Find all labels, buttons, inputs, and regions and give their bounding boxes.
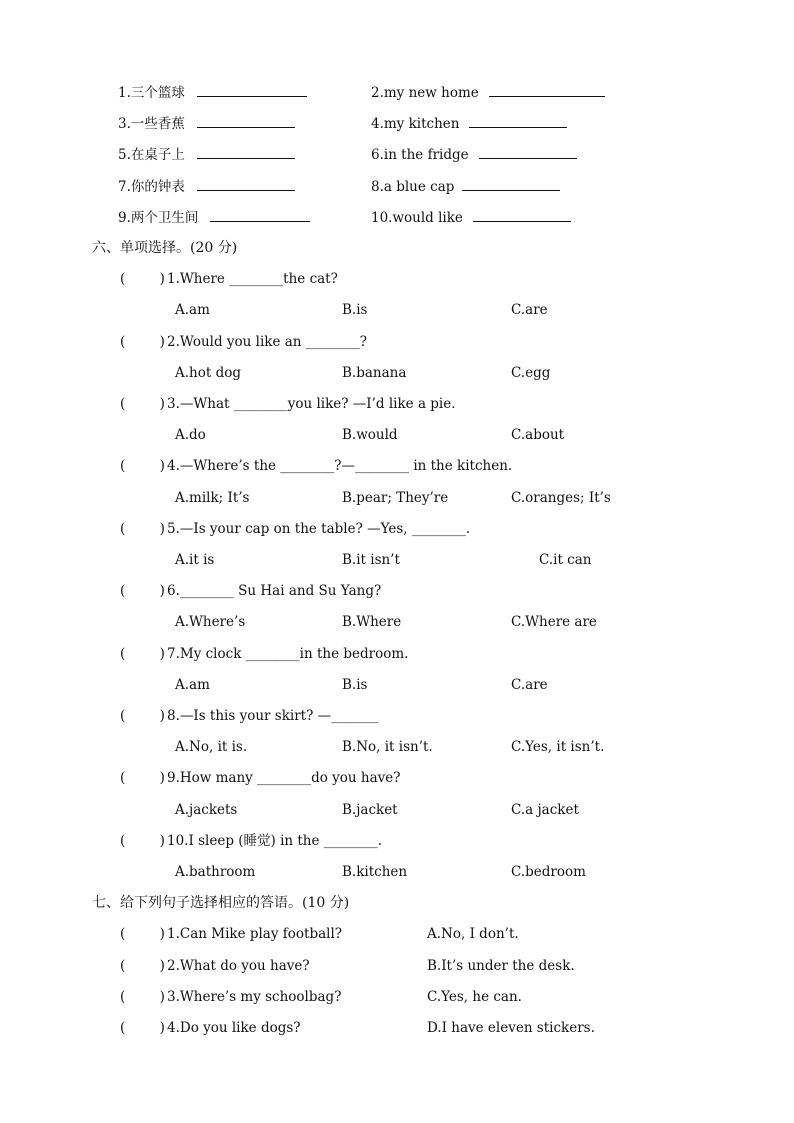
answer-parenthesis[interactable]: ( ): [120, 958, 165, 974]
question-text: 3.—What ________you like? —I’d like a pie.: [167, 396, 456, 412]
answer-blank[interactable]: [473, 207, 571, 222]
question-text: 2.What do you have?: [167, 958, 310, 974]
translation-item: [371, 113, 567, 134]
option-b: B.is: [342, 677, 368, 693]
option-c: C.Where are: [511, 614, 597, 630]
answer-parenthesis[interactable]: ( ): [120, 833, 165, 849]
answer-parenthesis[interactable]: ( ): [120, 1020, 165, 1036]
option-b: B.it isn’t: [342, 552, 400, 568]
response-option: D.I have eleven stickers.: [427, 1020, 595, 1036]
option-a: A.it is: [175, 552, 215, 568]
option-c: C.a jacket: [511, 802, 579, 818]
response-option: C.Yes, he can.: [427, 989, 522, 1005]
answer-blank[interactable]: [197, 82, 307, 97]
translation-prompt: 4.my kitchen: [371, 116, 460, 132]
option-c: C.are: [511, 302, 548, 318]
option-a: A.milk; It’s: [175, 490, 250, 506]
translation-prompt: 8.a blue cap: [371, 179, 455, 195]
translation-prompt: 6.in the fridge: [371, 147, 469, 163]
answer-parenthesis[interactable]: ( ): [120, 770, 165, 786]
answer-parenthesis[interactable]: ( ): [120, 926, 165, 942]
translation-prompt: 3.一些香蕉: [118, 116, 185, 132]
answer-blank[interactable]: [462, 176, 560, 191]
option-b: B.No, it isn’t.: [342, 739, 433, 755]
option-b: B.banana: [342, 365, 407, 381]
question-text: 9.How many ________do you have?: [167, 770, 401, 786]
translation-item: [371, 176, 560, 197]
answer-blank[interactable]: [479, 144, 577, 159]
question-text: 8.—Is this your skirt? —_______: [167, 708, 379, 724]
option-a: A.Where’s: [175, 614, 246, 630]
option-c: C.about: [511, 427, 565, 443]
question-text: 3.Where’s my schoolbag?: [167, 989, 342, 1005]
response-option: B.It’s under the desk.: [427, 958, 575, 974]
question-text: 6.________ Su Hai and Su Yang?: [167, 583, 382, 599]
answer-parenthesis[interactable]: ( ): [120, 521, 165, 537]
option-a: A.No, it is.: [175, 739, 248, 755]
option-a: A.hot dog: [175, 365, 241, 381]
translation-item: [118, 176, 295, 197]
answer-parenthesis[interactable]: ( ): [120, 646, 165, 662]
question-text: 4.Do you like dogs?: [167, 1020, 301, 1036]
answer-parenthesis[interactable]: ( ): [120, 583, 165, 599]
answer-parenthesis[interactable]: ( ): [120, 458, 165, 474]
option-b: B.Where: [342, 614, 402, 630]
translation-prompt: 2.my new home: [371, 85, 479, 101]
answer-blank[interactable]: [469, 113, 567, 128]
option-c: C.Yes, it isn’t.: [511, 739, 605, 755]
translation-prompt: 5.在桌子上: [118, 147, 185, 163]
option-c: C.it can: [539, 552, 592, 568]
option-b: B.jacket: [342, 802, 398, 818]
option-b: B.would: [342, 427, 398, 443]
option-c: C.egg: [511, 365, 551, 381]
option-a: A.jackets: [175, 802, 238, 818]
translation-item: [371, 144, 577, 165]
question-text: 1.Where ________the cat?: [167, 271, 338, 287]
answer-blank[interactable]: [197, 113, 295, 128]
answer-blank[interactable]: [197, 144, 295, 159]
translation-prompt: 10.would like: [371, 210, 463, 226]
answer-parenthesis[interactable]: ( ): [120, 989, 165, 1005]
option-a: A.bathroom: [175, 864, 256, 880]
option-c: C.bedroom: [511, 864, 586, 880]
translation-item: [118, 113, 295, 134]
section-heading: 六、单项选择。(20 分): [92, 240, 238, 256]
option-a: A.am: [175, 302, 210, 318]
question-text: 2.Would you like an ________?: [167, 334, 368, 350]
option-a: A.am: [175, 677, 210, 693]
question-text: 1.Can Mike play football?: [167, 926, 343, 942]
answer-blank[interactable]: [489, 82, 605, 97]
question-text: 5.—Is your cap on the table? —Yes, ________.: [167, 521, 471, 537]
translation-prompt: 7.你的钟表: [118, 179, 185, 195]
question-text: 7.My clock ________in the bedroom.: [167, 646, 409, 662]
translation-item: [118, 144, 295, 165]
section-heading: 七、给下列句子选择相应的答语。(10 分): [92, 895, 350, 911]
question-text: 10.I sleep (睡觉) in the ________.: [167, 833, 383, 849]
response-option: A.No, I don’t.: [427, 926, 519, 942]
option-b: B.pear; They’re: [342, 490, 449, 506]
translation-item: [118, 207, 310, 228]
answer-parenthesis[interactable]: ( ): [120, 271, 165, 287]
translation-prompt: 9.两个卫生间: [118, 210, 199, 226]
answer-parenthesis[interactable]: ( ): [120, 334, 165, 350]
option-b: B.kitchen: [342, 864, 408, 880]
answer-parenthesis[interactable]: ( ): [120, 396, 165, 412]
option-c: C.are: [511, 677, 548, 693]
translation-item: [371, 207, 571, 228]
translation-item: [118, 82, 307, 103]
answer-blank[interactable]: [197, 176, 295, 191]
option-a: A.do: [175, 427, 206, 443]
translation-item: [371, 82, 605, 103]
question-text: 4.—Where’s the ________?—________ in the kitchen.: [167, 458, 513, 474]
answer-parenthesis[interactable]: ( ): [120, 708, 165, 724]
translation-prompt: 1.三个篮球: [118, 85, 185, 101]
option-c: C.oranges; It’s: [511, 490, 611, 506]
option-b: B.is: [342, 302, 368, 318]
answer-blank[interactable]: [210, 207, 310, 222]
